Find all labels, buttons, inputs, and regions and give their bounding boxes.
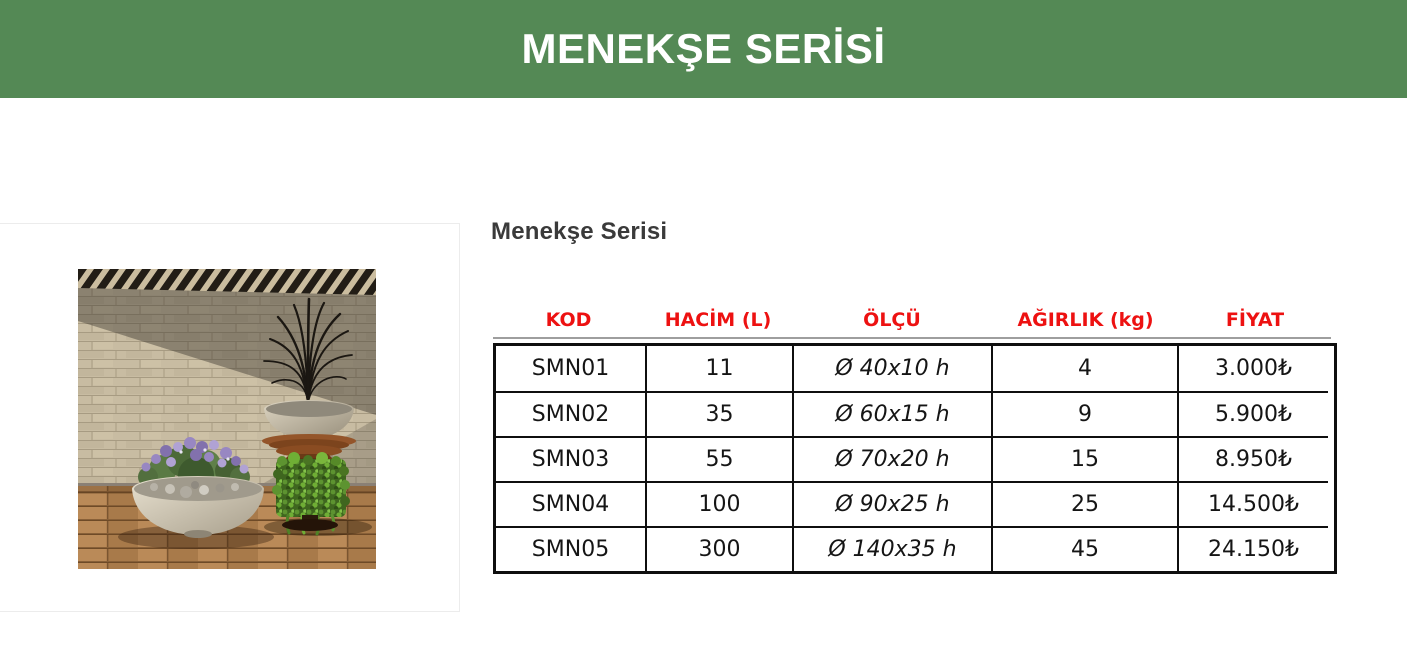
cell-volume: 100 (645, 481, 792, 526)
column-header-hacim: HACİM (L) (664, 309, 772, 331)
product-photo (78, 269, 376, 569)
cell-weight: 9 (991, 391, 1177, 436)
cell-size: Ø 60x15 h (792, 391, 991, 436)
series-banner (0, 0, 1407, 98)
column-header-olcu: ÖLÇÜ (863, 309, 921, 331)
column-header-fiyat: FİYAT (1225, 309, 1285, 331)
product-image-card[interactable] (0, 223, 460, 612)
cell-code: SMN03 (496, 436, 645, 481)
cell-price: 14.500₺ (1177, 481, 1328, 526)
cell-size: Ø 140x35 h (792, 526, 991, 571)
cell-weight: 45 (991, 526, 1177, 571)
price-table-header (493, 303, 1331, 339)
cell-volume: 55 (645, 436, 792, 481)
cell-price: 3.000₺ (1177, 346, 1328, 391)
cell-code: SMN04 (496, 481, 645, 526)
cell-code: SMN05 (496, 526, 645, 571)
cell-size: Ø 90x25 h (792, 481, 991, 526)
section-title: Menekşe Serisi (491, 218, 668, 245)
price-table-body (493, 343, 1337, 574)
cell-price: 5.900₺ (1177, 391, 1328, 436)
cell-code: SMN01 (531, 356, 610, 381)
cell-volume: 35 (645, 391, 792, 436)
column-header-agirlik: AĞIRLIK (kg) (1017, 309, 1154, 331)
cell-weight: 15 (991, 436, 1177, 481)
column-header-kod: KOD (545, 309, 592, 331)
cell-weight: 25 (991, 481, 1177, 526)
cell-weight: 4 (991, 346, 1177, 391)
cell-volume: 11 (645, 346, 792, 391)
cell-price: 24.150₺ (1177, 526, 1328, 571)
cell-size: Ø 70x20 h (792, 436, 991, 481)
banner-title: MENEKŞE SERİSİ (521, 25, 886, 72)
cell-code: SMN02 (496, 391, 645, 436)
cell-size: Ø 40x10 h (792, 346, 991, 391)
cell-volume: 300 (645, 526, 792, 571)
cell-price: 8.950₺ (1177, 436, 1328, 481)
